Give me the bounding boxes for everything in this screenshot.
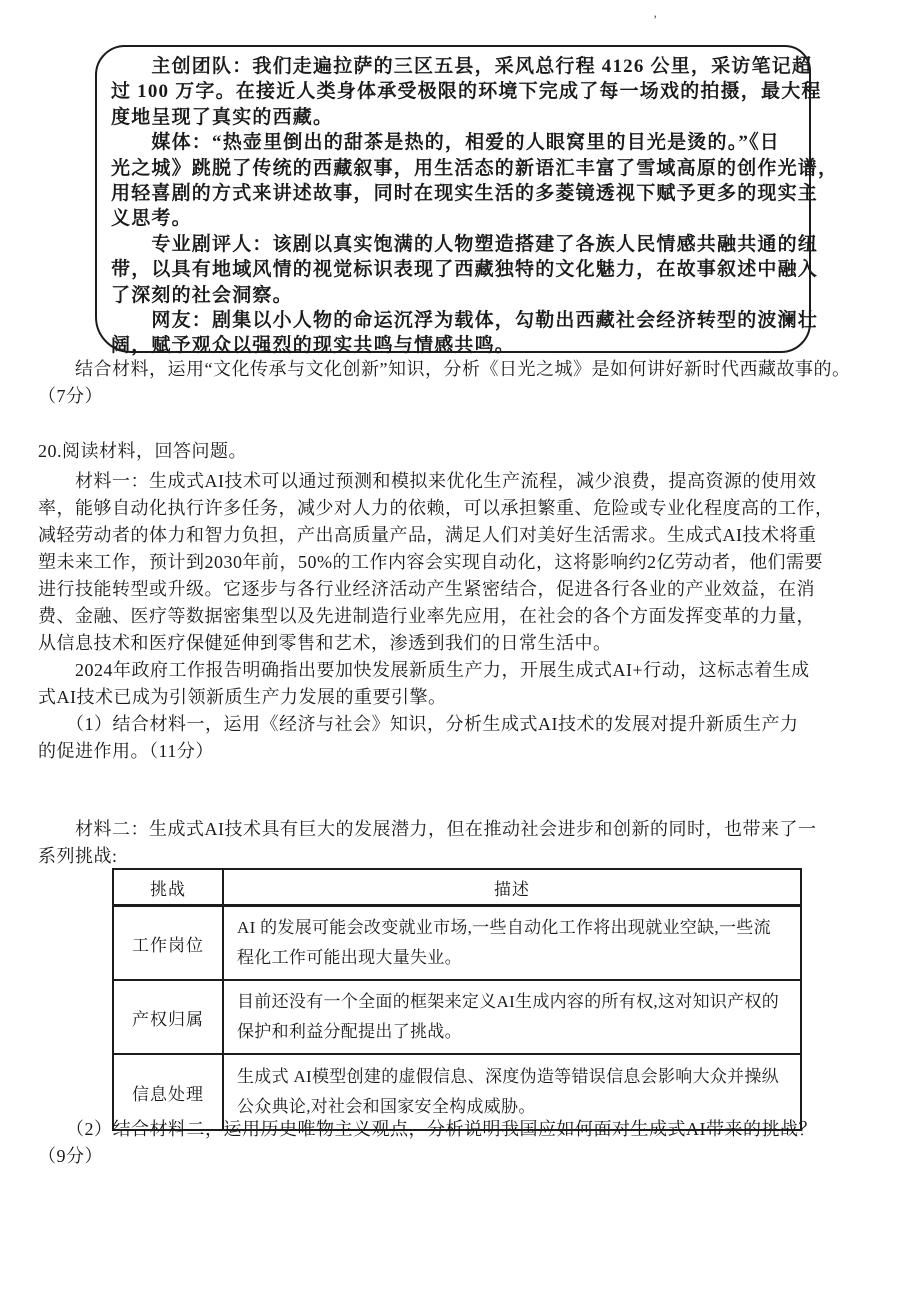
quote-box [95, 45, 839, 357]
challenge-cell: 工作岗位 [113, 906, 223, 981]
quote-line: 媒体：“热壶里倒出的甜茶是热的，相爱的人眼窝里的目光是烫的。”《日 [111, 132, 781, 154]
material-2-line: 系列挑战: [38, 846, 118, 866]
material-2-line: 材料二：生成式AI技术具有巨大的发展潜力，但在推动社会进步和创新的同时，也带来了一 [38, 819, 817, 839]
sub-question-1-score: 的促进作用。（11分） [38, 741, 214, 761]
quote-line: 义思考。 [111, 208, 192, 230]
quote-line: 用轻喜剧的方式来讲述故事，同时在现实生活的多菱镜透视下赋予更多的现实主 [111, 183, 819, 205]
material-1-line: 费、金融、医疗等数据密集型以及先进制造行业率先应用，在社会的各个方面发挥变革的力量， [38, 606, 815, 626]
challenge-cell: 产权归属 [113, 980, 223, 1054]
quote-line: 过 100 万字。在接近人类身体承受极限的环境下完成了每一场戏的拍摄，最大程 [111, 81, 822, 103]
table-header-row [113, 869, 801, 906]
material-1-line: 塑未来工作，预计到2030年前，50%的工作内容会实现自动化，这将影响约2亿劳动者，他们需要 [38, 552, 823, 572]
description-cell: AI 的发展可能会改变就业市场,一些自动化工作将出现就业空缺,一些流程化工作可能出现大量失业。 [223, 906, 801, 981]
material-1-line: 减轻劳动者的体力和智力负担，产出高质量产品，满足人们对美好生活需求。生成式AI技术将重 [38, 525, 817, 545]
sub-question-2-line: （2）结合材料二，运用历史唯物主义观点，分析说明我国应如何面对生成式AI带来的挑战？ [38, 1119, 817, 1139]
table-header-challenge: 挑战 [113, 869, 223, 906]
quote-line: 网友：剧集以小人物的命运沉浮为载体，勾勒出西藏社会经济转型的波澜壮 [111, 310, 819, 332]
question-20-heading-block [38, 438, 872, 465]
table-row [113, 906, 801, 981]
material-1-line: 进行技能转型或升级。它逐步与各行业经济活动产生紧密结合，促进各行各业的产业效益，在消 [38, 579, 815, 599]
description-cell: 生成式 AI模型创建的虚假信息、深度伪造等错误信息会影响大众并操纵公众典论,对社会和国家安全构成威胁。 [223, 1054, 801, 1130]
quote-line: 度地呈现了真实的西藏。 [111, 106, 334, 128]
quote-line: 主创团队：我们走遍拉萨的三区五县，采风总行程 4126 公里，采访笔记超 [111, 56, 813, 77]
question-19-line: 结合材料，运用“文化传承与文化创新”知识，分析《日光之城》是如何讲好新时代西藏故事的。 [38, 359, 851, 379]
sub-question-2-score: （9分） [38, 1146, 103, 1166]
sub-question-1-line: （1）结合材料一，运用《经济与社会》知识，分析生成式AI技术的发展对提升新质生产力 [38, 714, 799, 734]
table-row [113, 980, 801, 1054]
scan-artifact-mark: ’ [653, 12, 658, 27]
material-1-line: 材料一：生成式AI技术可以通过预测和模拟来优化生产流程，减少浪费，提高资源的使用效 [38, 471, 817, 491]
challenge-cell: 信息处理 [113, 1054, 223, 1130]
material-1-line: 从信息技术和医疗保健延伸到零售和艺术，渗透到我们的日常生活中。 [38, 633, 612, 653]
quote-line: 光之城》跳脱了传统的西藏叙事，用生活态的新语汇丰富了雪域高原的创作光谱， [111, 157, 839, 179]
table-header-description: 描述 [223, 869, 801, 906]
quote-line: 带，以具有地域风情的视觉标识表现了西藏独特的文化魅力，在故事叙述中融入 [111, 259, 819, 281]
challenges-table [112, 868, 802, 1131]
question-19-prompt [38, 356, 872, 410]
material-2-block [38, 816, 872, 870]
question-19-score: （7分） [38, 386, 103, 406]
material-1-line: 率，能够自动化执行许多任务，减少对人力的依赖，可以承担繁重、危险或专业化程度高的工作， [38, 498, 834, 518]
sub-question-2-block [38, 1116, 872, 1170]
quote-line: 专业剧评人：该剧以真实饱满的人物塑造搭建了各族人民情感共融共通的纽 [111, 233, 819, 255]
quote-line: 阔，赋予观众以强烈的现实共鸣与情感共鸣。 [111, 335, 516, 357]
material-1-line: 2024年政府工作报告明确指出要加快发展新质生产力，开展生成式AI+行动，这标志着生成 [38, 660, 810, 680]
question-20-heading: 20.阅读材料，回答问题。 [38, 441, 247, 461]
quote-line: 了深刻的社会洞察。 [111, 284, 293, 306]
material-1-line: 式AI技术已成为引领新质生产力发展的重要引擎。 [38, 687, 447, 707]
material-1-block [38, 468, 872, 765]
description-cell: 目前还没有一个全面的框架来定义AI生成内容的所有权,这对知识产权的保护和利益分配提出了挑战。 [223, 980, 801, 1054]
